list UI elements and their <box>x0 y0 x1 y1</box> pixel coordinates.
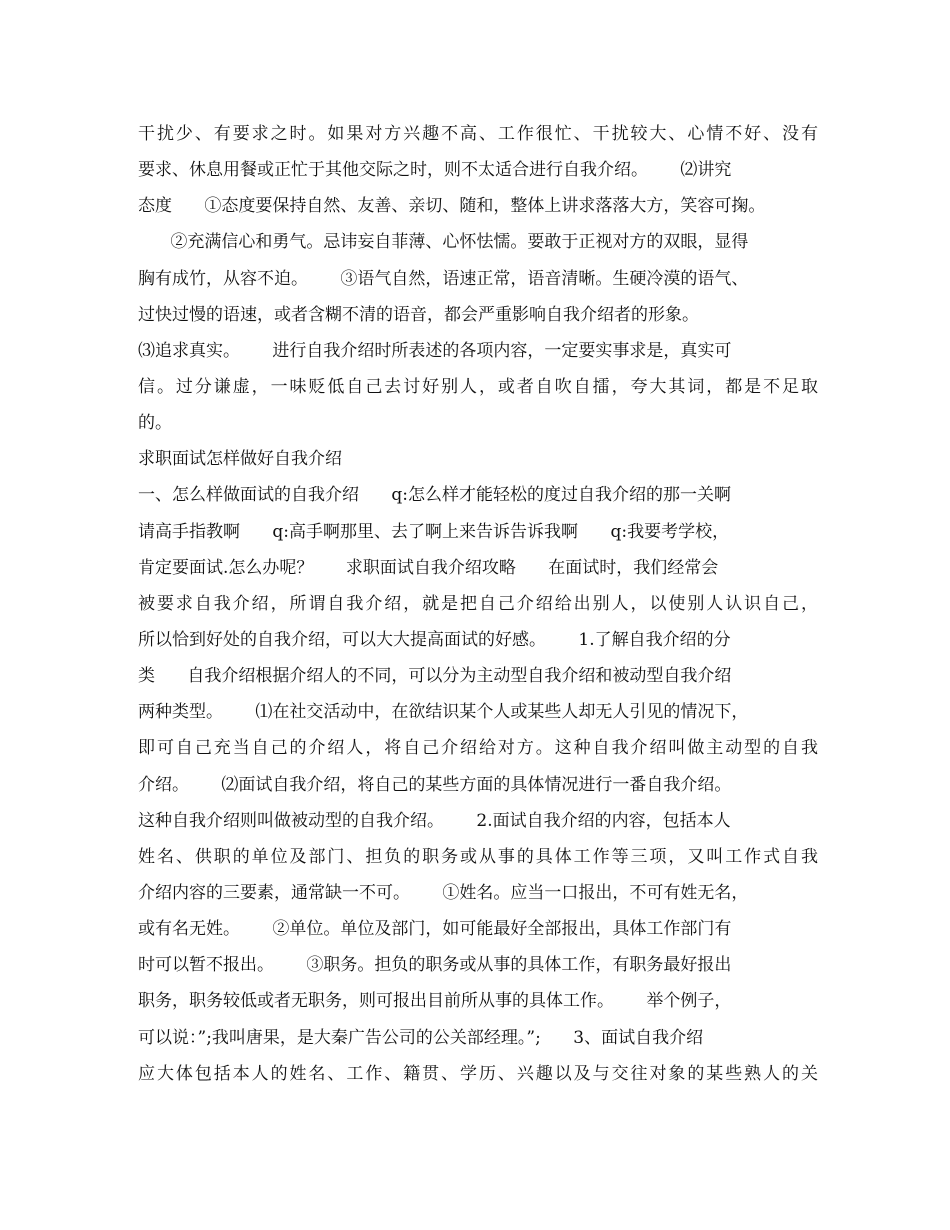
text-line: 的。 <box>138 413 172 434</box>
text-line: 请高手指教啊 q:高手啊那里、去了啊上来告诉告诉我啊 q:我要考学校， <box>138 521 730 542</box>
document-body <box>138 116 818 1092</box>
text-line: 一、怎么样做面试的自我介绍 q:怎么样才能轻松的度过自我介绍的那一关啊 <box>138 485 732 506</box>
text-line: 所以恰到好处的自我介绍，可以大大提高面试的好感。 1.了解自我介绍的分 <box>138 629 731 650</box>
text-line: 干扰少、有要求之时。如果对方兴趣不高、工作很忙、干扰较大、心情不好、没有 <box>138 124 818 144</box>
text-line: 肯定要面试.怎么办呢？ 求职面试自我介绍攻略 在面试时，我们经常会 <box>138 557 719 578</box>
text-line: 信。过分谦虚，一味贬低自己去讨好别人，或者自吹自擂，夸大其词，都是不足取 <box>138 376 818 397</box>
text-line: 两种类型。 ⑴在社交活动中，在欲结识某个人或某些人却无人引见的情况下， <box>138 702 749 723</box>
text-line: 态度 ①态度要保持自然、友善、亲切、随和，整体上讲求落落大方，笑容可掬。 <box>138 196 766 217</box>
text-line: 或有名无姓。 ②单位。单位及部门，如可能最好全部报出，具体工作部门有 <box>138 919 732 940</box>
text-line: ⑶追求真实。 进行自我介绍时所表述的各项内容，一定要实事求是，真实可 <box>138 340 732 361</box>
text-line: ②充满信心和勇气。忌讳妄自菲薄、心怀怯懦。要敢于正视对方的双眼，显得 <box>138 232 749 253</box>
text-line: 介绍内容的三要素，通常缺一不可。 ①姓名。应当一口报出，不可有姓无名， <box>138 882 749 903</box>
text-line: 这种自我介绍则叫做被动型的自我介绍。 2.面试自我介绍的内容，包括本人 <box>138 810 731 831</box>
text-line: 职务，职务较低或者无职务，则可报出目前所从事的具体工作。 举个例子， <box>138 991 732 1012</box>
text-line: 可以说：”;我叫唐果，是大秦广告公司的公关部经理。”; 3、面试自我介绍 <box>138 1027 704 1048</box>
text-line: 被要求自我介绍，所谓自我介绍，就是把自己介绍给出别人，以使别人认识自己， <box>138 593 818 614</box>
text-line: 应大体包括本人的姓名、工作、籍贯、学历、兴趣以及与交往对象的某些熟人的关 <box>138 1063 818 1084</box>
text-line: 介绍。 ⑵面试自我介绍，将自己的某些方面的具体情况进行一番自我介绍。 <box>138 774 732 795</box>
text-line: 时可以暂不报出。 ③职务。担负的职务或从事的具体工作，有职务最好报出 <box>138 955 732 976</box>
text-line: 胸有成竹，从容不迫。 ③语气自然，语速正常，语音清晰。生硬冷漠的语气、 <box>138 268 749 289</box>
text-line: 要求、休息用餐或正忙于其他交际之时，则不太适合进行自我介绍。 ⑵讲究 <box>138 160 732 181</box>
text-line: 类 自我介绍根据介绍人的不同，可以分为主动型自我介绍和被动型自我介绍 <box>138 666 732 687</box>
text-line: 姓名、供职的单位及部门、担负的职务或从事的具体工作等三项，又叫工作式自我 <box>138 846 818 867</box>
text-line: 即可自己充当自己的介绍人，将自己介绍给对方。这种自我介绍叫做主动型的自我 <box>138 738 818 759</box>
text-line: 过快过慢的语速，或者含糊不清的语音，都会严重影响自我介绍者的形象。 <box>138 304 699 325</box>
section-heading: 求职面试怎样做好自我介绍 <box>138 449 342 470</box>
